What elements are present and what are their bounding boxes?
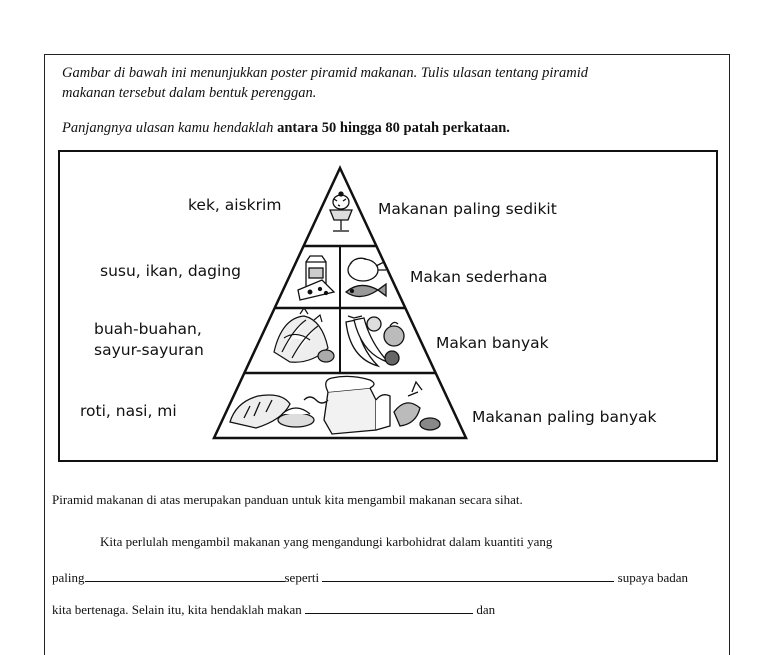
tier-2-food-label: susu, ikan, daging — [100, 262, 241, 280]
tier-4-food-label: roti, nasi, mi — [80, 402, 177, 420]
passage-line-3 — [52, 569, 688, 586]
instruction-line-2: makanan tersebut dalam bentuk perenggan. — [62, 85, 317, 101]
tier-3-amount-label: Makan banyak — [436, 334, 549, 352]
tier-1-food-label: kek, aiskrim — [188, 196, 282, 214]
food-pyramid-poster — [58, 150, 718, 462]
passage-word-seperti: seperti — [284, 570, 320, 585]
passage-line-4-text: kita bertenaga. Selain itu, kita hendaklah makan — [52, 602, 302, 617]
passage-word-dan: dan — [476, 602, 496, 617]
passage-line-2: Kita perlulah mengambil makanan yang mengandungi karbohidrat dalam kuantiti yang — [100, 534, 553, 549]
milk-cheese-icon — [298, 256, 334, 300]
vegetables-icon — [274, 308, 334, 362]
tier-3-food-label-line-2: sayur-sayuran — [94, 341, 204, 359]
passage-word-paling: paling — [52, 570, 85, 585]
passage-word-supaya: supaya badan — [617, 570, 689, 585]
tier-1-amount-label: Makanan paling sedikit — [378, 200, 557, 218]
grains-icon — [230, 376, 440, 434]
instruction-length-text: Panjangnya ulasan kamu hendaklah — [62, 120, 278, 136]
ice-cream-icon — [330, 192, 352, 231]
fruits-icon — [346, 316, 404, 366]
answer-blank-1[interactable] — [85, 569, 285, 582]
instruction-word-count: antara 50 hingga 80 patah perkataan. — [277, 120, 510, 136]
tier-3-food-label-line-1: buah-buahan, — [94, 320, 202, 338]
answer-blank-3[interactable] — [305, 601, 473, 614]
instruction-line-3 — [62, 119, 510, 138]
passage-line-4 — [52, 601, 495, 618]
instruction-line-1: Gambar di bawah ini menunjukkan poster piramid makanan. Tulis ulasan tentang piramid — [62, 65, 589, 81]
chicken-fish-icon — [346, 258, 386, 296]
tier-2-amount-label: Makan sederhana — [410, 268, 548, 286]
passage-line-1: Piramid makanan di atas merupakan panduan untuk kita mengambil makanan secara sihat. — [52, 492, 523, 507]
tier-4-amount-label: Makanan paling banyak — [472, 408, 657, 426]
answer-blank-2[interactable] — [322, 569, 614, 582]
